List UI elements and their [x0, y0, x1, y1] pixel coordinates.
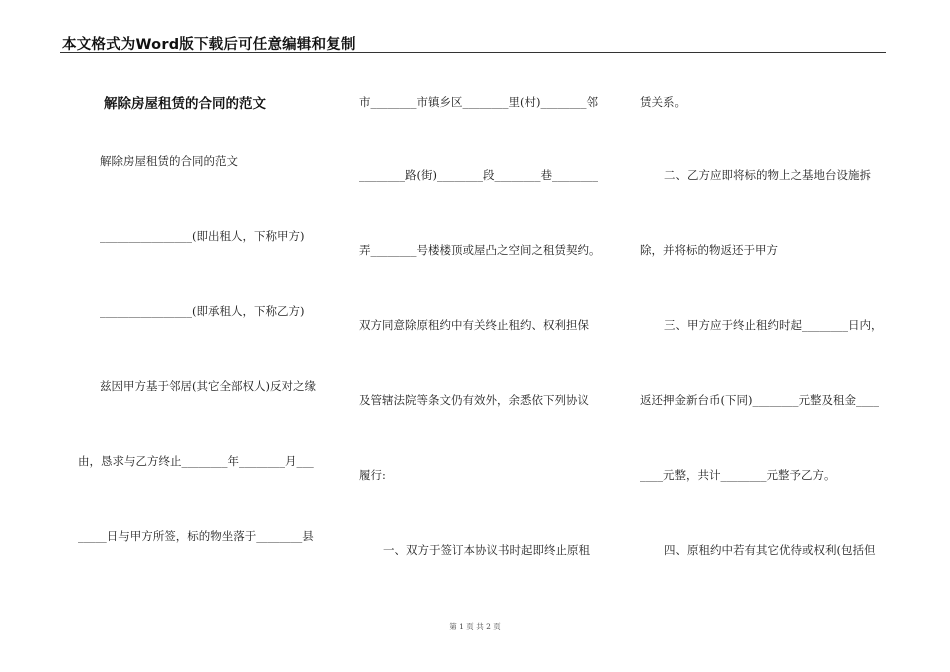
column-3-line-1: 赁关系。 — [640, 95, 686, 109]
column-2-line-3: 弄________号楼楼顶或屋凸之空间之租赁契约。 — [359, 243, 601, 257]
column-3-line-4: 三、甲方应于终止租约时起________日内， — [664, 318, 883, 332]
column-3-line-3: 除，并将标的物返还于甲方 — [640, 243, 778, 257]
column-2-line-7: 一、双方于签订本协议书时起即终止原租 — [383, 543, 590, 557]
column-2-line-4: 双方同意除原租约中有关终止租约、权利担保 — [359, 318, 589, 332]
column-1-line-3: ________________(即承租人，下称乙方) — [100, 304, 305, 318]
column-1-line-5: 由，恳求与乙方终止________年________月___ — [78, 454, 314, 468]
column-3-line-5: 返还押金新台币(下同)________元整及租金____ — [640, 393, 879, 407]
column-1-line-2: ________________(即出租人，下称甲方) — [100, 229, 305, 243]
header-divider — [60, 52, 886, 53]
column-1-line-1: 解除房屋租赁的合同的范文 — [100, 154, 238, 168]
column-2-line-2: ________路(街)________段________巷________ — [359, 168, 598, 182]
column-3-line-6: ____元整，共计________元整予乙方。 — [640, 468, 836, 482]
page-number: 第 1 页 共 2 页 — [449, 622, 501, 631]
column-3-line-7: 四、原租约中若有其它优待或权利(包括但 — [664, 543, 876, 557]
column-2-line-1: 市________市镇乡区________里(村)________邻 — [359, 95, 598, 109]
document-header: 本文格式为Word版下载后可任意编辑和复制 — [62, 37, 356, 53]
column-1-line-4: 兹因甲方基于邻居(其它全部权人)反对之缘 — [100, 379, 316, 393]
column-1-line-6: _____日与甲方所签，标的物坐落于________县 — [78, 529, 314, 543]
column-2-line-5: 及管辖法院等条文仍有效外，余悉依下列协议 — [359, 393, 589, 407]
document-title: 解除房屋租赁的合同的范文 — [104, 96, 266, 112]
column-3-line-2: 二、乙方应即将标的物上之基地台设施拆 — [664, 168, 871, 182]
column-2-line-6: 履行: — [359, 468, 386, 482]
